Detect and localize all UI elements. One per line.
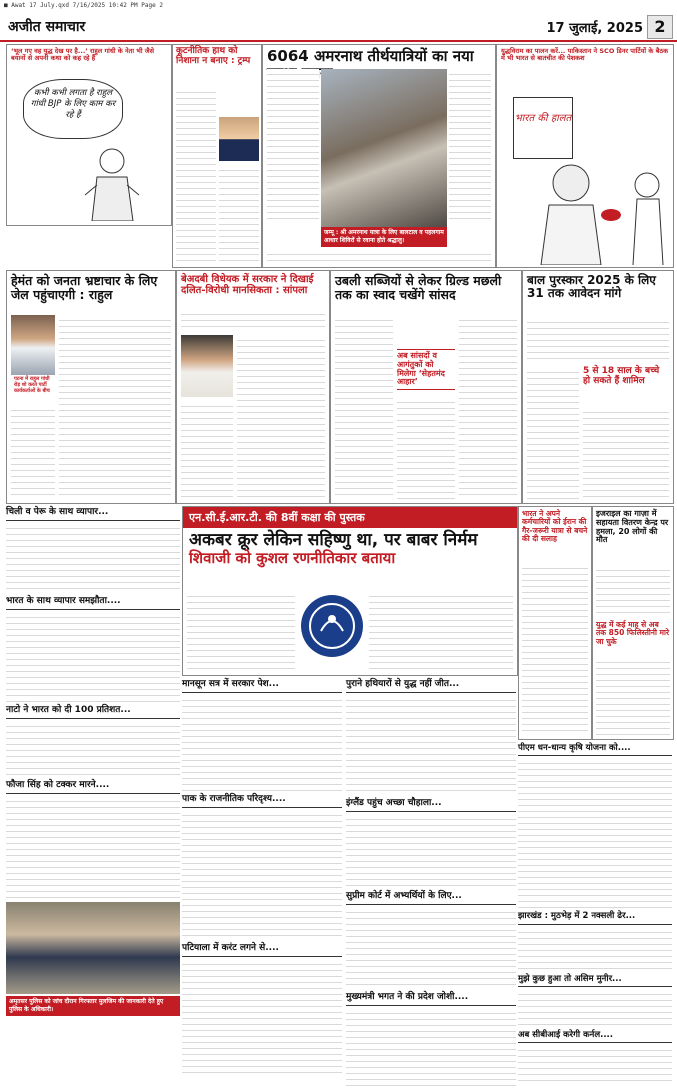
england-body — [346, 814, 516, 888]
munir-headline: मुझे कुछ हुआ तो असिम मुनीर... — [518, 973, 672, 987]
brief-fauja-headline: फौजा सिंह को टक्कर मारने.... — [6, 779, 180, 794]
pak-body — [182, 810, 342, 940]
amarnath-photo — [321, 69, 447, 227]
print-strip — [0, 0, 677, 12]
pm-scheme-body — [518, 758, 672, 908]
article-ncert — [182, 506, 518, 676]
sampla-body-1 — [181, 309, 325, 331]
weapons-body — [346, 695, 516, 795]
sabzi-pullquote: अब सांसदों व आगंतुकों को मिलेगा ‘सेहतमंद आहार’ — [397, 349, 455, 390]
article-amarnath — [262, 44, 496, 268]
pak-headline: पाक के राजनीतिक परिदृश्य.... — [182, 793, 342, 808]
iran-body — [522, 563, 588, 735]
cartoon-pakistan-label: भारत की हालत — [514, 113, 572, 124]
patiala-body — [182, 959, 342, 1077]
jharkhand-headline: झारखंड : मुठभेड़ में 2 नक्सली ढेर... — [518, 910, 672, 924]
supreme-court-body — [346, 907, 516, 989]
jharkhand-body — [518, 927, 672, 971]
england-headline: इंग्लैंड पहुंच अच्छा चौहाला... — [346, 797, 516, 812]
brief-trade-body — [6, 612, 180, 702]
cartoon-pakistan-headline: युद्धविराम का पालन करें... पाकिस्तान ने SCO डिनर पार्टियों के बैठक में भी भारत से बातचीत की पेशकश — [501, 47, 669, 63]
masthead — [0, 14, 677, 42]
hemant-body — [59, 315, 171, 499]
ncert-band: एन.सी.ई.आर.टी. की 8वीं कक्षा की पुस्तक — [183, 507, 517, 528]
ncert-headline-2: शिवाजी को कुशल रणनीतिकार बताया — [189, 548, 396, 567]
bal-pullquote: 5 से 18 साल के बच्चे हो सकते हैं शामिल — [583, 366, 660, 386]
left-column-briefs — [6, 506, 180, 1082]
cartoon-pakistan — [496, 44, 674, 268]
cbi-headline: अब सीबीआई करेगी कर्नल.... — [518, 1029, 672, 1043]
hemant-photo — [11, 315, 55, 375]
police-caption: अमृतसर पुलिस को जांच दौरान गिरफ्तार मुलजिम की जानकारी देते हुए पुलिस के अधिकारी। — [6, 996, 180, 1016]
sampla-body-3 — [181, 401, 233, 499]
amarnath-body-left — [267, 69, 319, 219]
trump-headline: कूटनीतिक हाथ को निशाना न बनाए : ट्रम्प — [176, 46, 251, 66]
brief-nato-body — [6, 721, 180, 777]
middle-column-1 — [182, 678, 342, 1082]
police-photo — [6, 902, 180, 994]
cartoon-rahul-bubble: कभी कभी लगता है राहुल गांधी BJP के लिए काम कर रहे हैं — [23, 79, 123, 139]
issue-date: 17 जुलाई, 2025 — [546, 21, 643, 36]
cbi-body — [518, 1045, 672, 1085]
print-strip-left: ■ Awat 17 July.qxd 7/16/2025 10:42 PM Page 2 — [4, 2, 163, 9]
trump-body — [176, 87, 216, 263]
article-gaza-main — [592, 506, 674, 740]
bal-body-3 — [583, 407, 669, 499]
hemant-caption: पटना में राहुल गांधी रोड़ शो करते पार्टी कार्यकर्ताओं के बीच — [11, 375, 55, 395]
right-column — [518, 742, 672, 1082]
bal-headline: बाल पुरस्कार 2025 के लिए 31 तक आवेदन मांगे — [527, 273, 656, 301]
brief-trade-headline: भारत के साथ व्यापार समझौता.... — [6, 595, 180, 610]
ncert-body-2 — [369, 591, 513, 671]
article-sampla — [176, 270, 330, 504]
supreme-court-headline: सुप्रीम कोर्ट में अभ्यर्थियों के लिए... — [346, 890, 516, 905]
trump-photo — [219, 117, 259, 161]
brief-fauja-body — [6, 796, 180, 900]
amarnath-body-right — [449, 69, 491, 219]
sampla-body-2 — [237, 335, 325, 499]
sabzi-body-3 — [459, 315, 517, 499]
cartoon-figure-icon — [77, 145, 147, 221]
pm-scheme-headline: पीएम धन-धान्य कृषि योजना को.... — [518, 742, 672, 756]
hemant-headline: हेमंत को जनता भ्रष्टाचार के लिए जेल पहुंचाएगी : राहुल — [11, 273, 158, 302]
cartoon-pakistan-figure-icon — [501, 155, 671, 265]
amarnath-body-bottom — [267, 249, 491, 263]
cartoon-pakistan-board — [513, 97, 573, 159]
gaza-body-1 — [596, 565, 670, 617]
ncert-emblem-icon — [301, 595, 363, 657]
cartoon-rahul-headline: ‘भूल गए वह युद्ध देख पर है...’ राहुल गांधी के नेता भी जैसे बयानों से अपनी कथा को कह रहे हैं — [11, 47, 155, 63]
article-hemant — [6, 270, 176, 504]
iran-headline: भारत ने अपने कर्मचारियों को ईरान की गैर-जरूरी यात्रा से बचने की दी सलाह — [522, 509, 588, 543]
article-sabzi — [330, 270, 522, 504]
cm-body — [346, 1008, 516, 1088]
cartoon-rahul — [6, 44, 172, 226]
ncert-body-1 — [187, 591, 295, 671]
newspaper-name: अजीत समाचार — [8, 19, 86, 35]
amarnath-headline: 6064 अमरनाथ तीर्थयात्रियों का नया — [267, 47, 474, 65]
gaza-headline: इजराइल का गाज़ा में सहायता वितरण केन्द्र पर हमला, 20 लोगों की मौत — [596, 509, 669, 545]
brief-nato-headline: नाटो ने भारत को दी 100 प्रतिशत... — [6, 704, 180, 719]
bal-body-1 — [527, 317, 669, 363]
sampla-photo — [181, 335, 233, 397]
ncert-logo — [301, 595, 363, 657]
monsoon-body — [182, 695, 342, 791]
article-trump — [172, 44, 262, 268]
iran-travel-advisory-box — [518, 506, 592, 740]
cartoon-rahul-figure — [77, 145, 147, 221]
brief-chile-body — [6, 523, 180, 593]
hemant-body-2 — [11, 405, 55, 499]
middle-column-2 — [346, 678, 516, 1082]
munir-body — [518, 989, 672, 1027]
gaza-pullquote: युद्ध में कई माह से अब तक 850 फिलिस्तीनी मारे जा चुके — [596, 620, 670, 646]
sabzi-body-1 — [335, 315, 393, 499]
gaza-body-2 — [596, 657, 670, 735]
cm-headline: मुख्यमंत्री भगत ने की प्रदेश जोशी.... — [346, 991, 516, 1006]
amarnath-caption: जम्मू : श्री अमरनाथ यात्रा के लिए बालटाल व पहलगाम आधार शिविरों से रवाना होते श्रद्धालु। — [321, 227, 447, 247]
bal-body-2 — [527, 367, 579, 499]
brief-chile-headline: चिली व पेरू के साथ व्यापार... — [6, 506, 180, 521]
ncert-headline-1: अकबर क्रूर लेकिन सहिष्णु था, पर बाबर निर्मम — [189, 530, 478, 550]
sabzi-headline: उबली सब्जियों से लेकर ग्रिल्ड मछली तक का स्वाद चखेंगे सांसद — [335, 273, 502, 302]
weapons-headline: पुराने हथियारों से युद्ध नहीं जीत... — [346, 678, 516, 693]
trump-body-2 — [219, 165, 259, 263]
sabzi-body-2 — [397, 397, 455, 499]
patiala-headline: पटियाला में करंट लगने से.... — [182, 942, 342, 957]
page-number: 2 — [647, 15, 673, 39]
article-bal-puraskar — [522, 270, 674, 504]
sampla-headline: बेअदबी विधेयक में सरकार ने दिखाई दलित-विरोधी मानसिकता : सांपला — [181, 274, 314, 296]
monsoon-headline: मानसून सत्र में सरकार पेश... — [182, 678, 342, 693]
